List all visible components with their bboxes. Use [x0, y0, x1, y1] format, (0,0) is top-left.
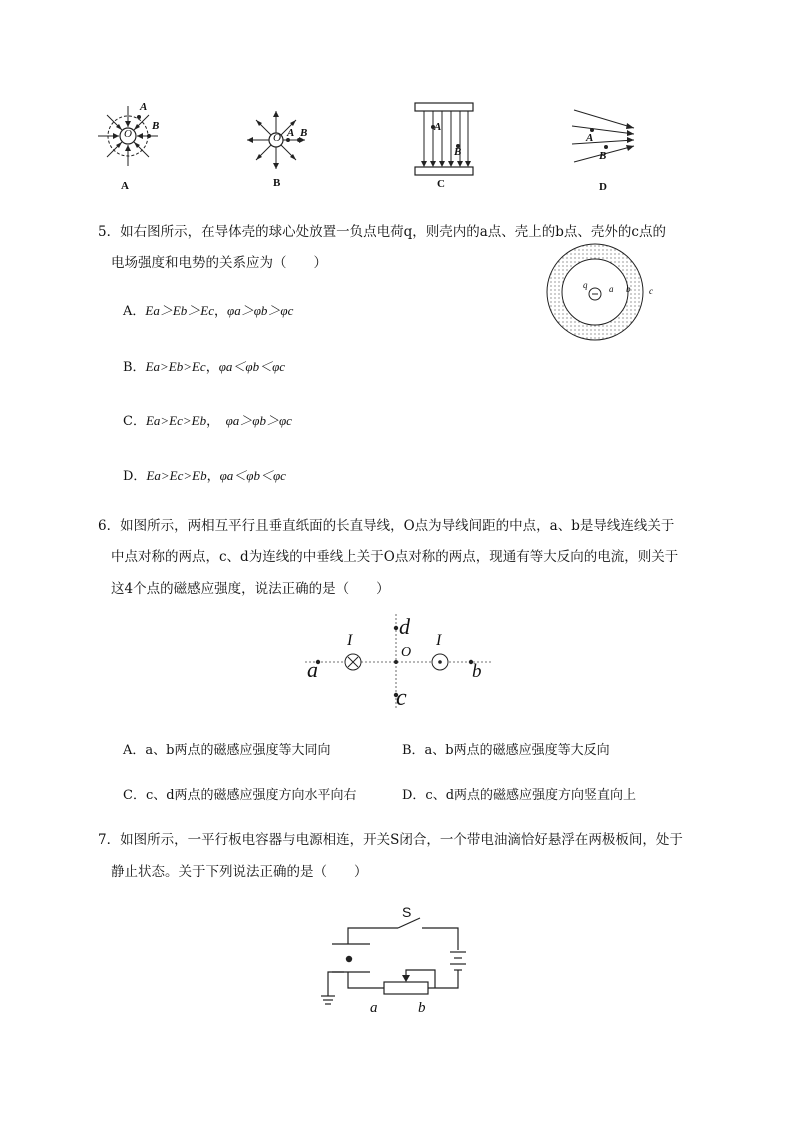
wire-left-current-label: I [347, 632, 353, 649]
question-7-line-1: 7．如图所示，一平行板电容器与电源相连，开关S闭合，一个带电油滴恰好悬浮在两极板间，处于 [98, 832, 683, 848]
figure-b-center: O [273, 132, 281, 144]
option-potential-relation: φa＜φb＜φc [219, 468, 286, 483]
option-letter: D． [123, 469, 147, 484]
option-letter: C． [123, 414, 146, 429]
switch-label: S [402, 904, 412, 920]
point-c-label: c [396, 685, 407, 711]
point-o-label: O [401, 645, 412, 660]
question-5-option-b[interactable]: B．Ea>Eb>Ec，φa＜φb＜φc [123, 359, 286, 375]
option-field-relation: Ea>Eb>Ec [145, 359, 206, 374]
figure-d-caption: D [599, 181, 607, 193]
option-field-relation: Ea>Ec>Eb [146, 468, 207, 483]
figure-c-point-a: A [434, 121, 442, 133]
question-5-option-c[interactable]: C．Ea>Ec>Eb， φa＞φb＞φc [123, 413, 292, 429]
shell-point-a: a [609, 284, 614, 294]
capacitor-circuit-figure [318, 908, 478, 1018]
figure-b-caption: B [273, 177, 281, 189]
question-5-line-2: 电场强度和电势的关系应为（ ） [111, 255, 327, 271]
rheostat-end-b: b [418, 1000, 426, 1016]
question-6-option-a[interactable]: A．a、b两点的磁感应强度等大同向 [123, 743, 331, 758]
question-7-line-2: 静止状态。关于下列说法正确的是（ ） [111, 864, 368, 880]
shell-point-b: b [626, 284, 631, 294]
shell-charge-q: q [583, 280, 588, 290]
question-6-option-c[interactable]: C．c、d两点的磁感应强度方向水平向右 [123, 788, 357, 803]
figure-b-point-a: A [287, 127, 295, 139]
figure-c-caption: C [437, 178, 445, 190]
shell-point-c: c [649, 286, 653, 296]
figure-a-point-b: B [152, 120, 160, 132]
option-potential-relation: φa＞φb＞φc [225, 413, 292, 428]
wire-right-current-label: I [436, 632, 442, 649]
figure-a-center: O [124, 128, 132, 140]
figure-d-point-a: A [586, 132, 594, 144]
figure-b-point-b: B [300, 127, 308, 139]
option-letter: A． [123, 304, 146, 319]
figure-a-point-a: A [140, 101, 148, 113]
option-letter: B． [123, 360, 146, 375]
figure-a-caption: A [121, 180, 129, 192]
question-6-line-3: 这4个点的磁感应强度，说法正确的是（ ） [111, 581, 390, 597]
question-6-line-2: 中点对称的两点，c、d为连线的中垂线上关于O点对称的两点，现通有等大反向的电流，则关于 [111, 549, 679, 565]
field-figure-d [570, 106, 640, 176]
question-5-option-a[interactable]: A．Ea＞Eb＞Ec，φa＞φb＞φc [123, 303, 294, 319]
figure-d-point-b: B [599, 150, 607, 162]
field-figure-c [413, 101, 475, 179]
point-b-label: b [472, 661, 482, 682]
point-d-label: d [399, 614, 410, 639]
figure-c-point-b: B [454, 146, 462, 158]
option-potential-relation: φa＞φb＞φc [227, 303, 294, 318]
question-5-option-d[interactable]: D．Ea>Ec>Eb，φa＜φb＜φc [123, 468, 286, 484]
option-field-relation: Ea＞Eb＞Ec [145, 303, 214, 318]
question-6-option-b[interactable]: B．a、b两点的磁感应强度等大反向 [402, 743, 610, 758]
point-a-label: a [307, 657, 318, 682]
question-5-line-1: 5．如右图所示，在导体壳的球心处放置一负点电荷q，则壳内的a点、壳上的b点、壳外的c点的 [98, 224, 666, 240]
option-field-relation: Ea>Ec>Eb [145, 413, 207, 428]
question-6-line-1: 6．如图所示，两相互平行且垂直纸面的长直导线，O点为导线间距的中点，a、b是导线连线关于 [98, 518, 675, 534]
question-6-option-d[interactable]: D．c、d两点的磁感应强度方向竖直向上 [402, 788, 637, 803]
field-figure-a [95, 100, 165, 180]
option-potential-relation: φa＜φb＜φc [218, 359, 286, 374]
rheostat-end-a: a [370, 1000, 378, 1016]
